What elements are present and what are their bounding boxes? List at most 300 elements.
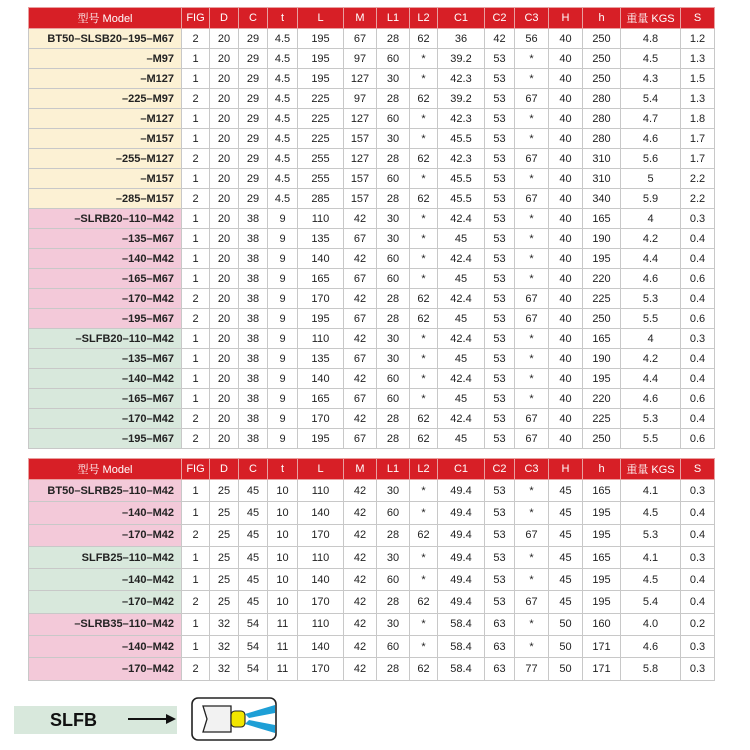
table-row (29, 49, 715, 69)
cell-c: 45 (239, 480, 268, 502)
cell-c2: 53 (485, 480, 515, 502)
cell-h-upper: 40 (549, 29, 583, 49)
cell-h-upper: 40 (549, 89, 583, 109)
table-row (29, 409, 715, 429)
cell-h-lower: 310 (583, 149, 621, 169)
cell-c1: 49.4 (438, 502, 485, 524)
cell-h-lower: 220 (583, 389, 621, 409)
cell-l1: 30 (377, 349, 410, 369)
cell-s: 0.4 (681, 349, 715, 369)
cell-s: 0.4 (681, 249, 715, 269)
cell-h-upper: 40 (549, 129, 583, 149)
cell-t: 4.5 (268, 149, 298, 169)
cell-h-upper: 40 (549, 249, 583, 269)
cell-m: 157 (344, 169, 377, 189)
cell-l: 140 (298, 369, 344, 389)
table-row (29, 569, 715, 591)
header-c3: C3 (515, 459, 549, 480)
cell-h-lower: 165 (583, 329, 621, 349)
cell-c3: * (515, 502, 549, 524)
cell-s: 2.2 (681, 189, 715, 209)
cell-d: 20 (210, 349, 239, 369)
cell-c: 38 (239, 389, 268, 409)
cell-fig: 2 (182, 309, 210, 329)
cell-h-upper: 40 (549, 329, 583, 349)
cell-model: BT50–SLSB20–195–M67 (29, 29, 182, 49)
cell-c1: 42.4 (438, 289, 485, 309)
cell-c2: 53 (485, 569, 515, 591)
header-c3: C3 (515, 8, 549, 29)
cell-l: 140 (298, 249, 344, 269)
cell-h-upper: 50 (549, 636, 583, 658)
cell-fig: 1 (182, 569, 210, 591)
cell-c1: 42.4 (438, 329, 485, 349)
cell-m: 157 (344, 129, 377, 149)
cell-c2: 53 (485, 229, 515, 249)
spec-table-1-body (29, 29, 715, 449)
table-row (29, 169, 715, 189)
header-l1: L1 (377, 8, 410, 29)
cell-l2: * (410, 209, 438, 229)
cell-fig: 2 (182, 429, 210, 449)
cell-h-upper: 40 (549, 149, 583, 169)
cell-model: –255–M127 (29, 149, 182, 169)
table-row (29, 524, 715, 546)
slfb-tool-diagram-icon (191, 697, 277, 741)
cell-weight: 4.7 (621, 109, 681, 129)
cell-c1: 58.4 (438, 658, 485, 680)
cell-c2: 53 (485, 49, 515, 69)
cell-weight: 4.6 (621, 269, 681, 289)
cell-fig: 1 (182, 613, 210, 635)
cell-t: 9 (268, 289, 298, 309)
spec-table-2 (28, 458, 715, 681)
cell-l: 170 (298, 658, 344, 680)
cell-weight: 4 (621, 329, 681, 349)
cell-t: 4.5 (268, 129, 298, 149)
cell-m: 42 (344, 249, 377, 269)
cell-fig: 2 (182, 189, 210, 209)
cell-l1: 30 (377, 229, 410, 249)
header-weight: 重量 KGS (621, 459, 681, 480)
cell-c: 29 (239, 89, 268, 109)
cell-l1: 28 (377, 289, 410, 309)
cell-l2: * (410, 546, 438, 568)
cell-m: 127 (344, 69, 377, 89)
header-c2: C2 (485, 8, 515, 29)
cell-l1: 28 (377, 658, 410, 680)
cell-s: 0.3 (681, 546, 715, 568)
cell-c: 29 (239, 69, 268, 89)
cell-d: 32 (210, 613, 239, 635)
table-row (29, 289, 715, 309)
cell-h-lower: 310 (583, 169, 621, 189)
cell-fig: 1 (182, 369, 210, 389)
cell-l2: * (410, 129, 438, 149)
cell-fig: 1 (182, 129, 210, 149)
table-row (29, 658, 715, 680)
cell-c2: 53 (485, 109, 515, 129)
cell-t: 10 (268, 480, 298, 502)
cell-weight: 4.2 (621, 229, 681, 249)
cell-d: 20 (210, 369, 239, 389)
cell-fig: 2 (182, 29, 210, 49)
cell-t: 11 (268, 658, 298, 680)
cell-l2: * (410, 613, 438, 635)
cell-c3: * (515, 129, 549, 149)
header-model: 型号 Model (29, 459, 182, 480)
cell-fig: 1 (182, 546, 210, 568)
cell-l1: 28 (377, 591, 410, 613)
cell-m: 67 (344, 269, 377, 289)
cell-h-upper: 40 (549, 389, 583, 409)
cell-l1: 60 (377, 169, 410, 189)
cell-c: 38 (239, 289, 268, 309)
cell-model: –135–M67 (29, 349, 182, 369)
cell-weight: 5.8 (621, 658, 681, 680)
cell-h-upper: 45 (549, 502, 583, 524)
cell-h-upper: 40 (549, 209, 583, 229)
cell-l1: 30 (377, 329, 410, 349)
header-l: L (298, 8, 344, 29)
cell-l2: 62 (410, 409, 438, 429)
cell-fig: 1 (182, 209, 210, 229)
cell-l1: 30 (377, 546, 410, 568)
cell-m: 42 (344, 591, 377, 613)
cell-fig: 2 (182, 591, 210, 613)
cell-m: 42 (344, 209, 377, 229)
cell-l: 225 (298, 129, 344, 149)
header-c: C (239, 459, 268, 480)
cell-c: 38 (239, 209, 268, 229)
cell-t: 9 (268, 409, 298, 429)
cell-s: 0.6 (681, 309, 715, 329)
cell-model: –170–M42 (29, 289, 182, 309)
cell-c3: * (515, 389, 549, 409)
table-row (29, 480, 715, 502)
cell-c3: 67 (515, 149, 549, 169)
cell-h-upper: 40 (549, 289, 583, 309)
cell-l1: 28 (377, 524, 410, 546)
cell-c: 38 (239, 369, 268, 389)
table-row (29, 613, 715, 635)
cell-h-lower: 220 (583, 269, 621, 289)
cell-c3: 67 (515, 429, 549, 449)
cell-l2: * (410, 269, 438, 289)
cell-h-upper: 40 (549, 109, 583, 129)
cell-c2: 53 (485, 169, 515, 189)
cell-c3: * (515, 569, 549, 591)
cell-s: 1.8 (681, 109, 715, 129)
table-row (29, 29, 715, 49)
cell-model: –M127 (29, 109, 182, 129)
cell-c: 29 (239, 189, 268, 209)
cell-l: 285 (298, 189, 344, 209)
cell-t: 4.5 (268, 189, 298, 209)
cell-model: BT50–SLRB25–110–M42 (29, 480, 182, 502)
cell-c2: 53 (485, 349, 515, 369)
cell-t: 9 (268, 429, 298, 449)
cell-d: 20 (210, 189, 239, 209)
cell-c: 45 (239, 569, 268, 591)
header-row (29, 8, 715, 29)
cell-s: 1.7 (681, 129, 715, 149)
cell-weight: 4.1 (621, 480, 681, 502)
cell-fig: 2 (182, 89, 210, 109)
cell-fig: 1 (182, 49, 210, 69)
cell-weight: 4.4 (621, 249, 681, 269)
cell-model: –M97 (29, 49, 182, 69)
cell-l1: 60 (377, 109, 410, 129)
cell-model: –170–M42 (29, 658, 182, 680)
cell-s: 1.5 (681, 69, 715, 89)
cell-l1: 28 (377, 309, 410, 329)
cell-c1: 42.4 (438, 209, 485, 229)
cell-model: –140–M42 (29, 369, 182, 389)
cell-h-lower: 280 (583, 109, 621, 129)
header-h-lower: h (583, 8, 621, 29)
cell-c1: 42.4 (438, 409, 485, 429)
cell-c: 38 (239, 309, 268, 329)
cell-s: 0.6 (681, 429, 715, 449)
cell-weight: 5.3 (621, 524, 681, 546)
cell-c2: 53 (485, 209, 515, 229)
cell-m: 67 (344, 229, 377, 249)
cell-h-upper: 45 (549, 569, 583, 591)
cell-h-lower: 250 (583, 69, 621, 89)
table-row (29, 591, 715, 613)
cell-s: 0.6 (681, 389, 715, 409)
cell-m: 67 (344, 29, 377, 49)
cell-weight: 4.4 (621, 369, 681, 389)
cell-h-lower: 195 (583, 502, 621, 524)
cell-l: 110 (298, 546, 344, 568)
cell-model: –195–M67 (29, 429, 182, 449)
cell-c3: * (515, 169, 549, 189)
cell-l2: 62 (410, 524, 438, 546)
cell-l: 255 (298, 149, 344, 169)
cell-l: 195 (298, 29, 344, 49)
cell-model: –140–M42 (29, 249, 182, 269)
cell-t: 4.5 (268, 69, 298, 89)
cell-m: 97 (344, 49, 377, 69)
cell-h-lower: 195 (583, 249, 621, 269)
cell-h-lower: 250 (583, 429, 621, 449)
header-fig: FIG (182, 459, 210, 480)
header-h-lower: h (583, 459, 621, 480)
cell-c2: 53 (485, 546, 515, 568)
cell-weight: 4.0 (621, 613, 681, 635)
cell-h-lower: 225 (583, 289, 621, 309)
cell-c2: 53 (485, 409, 515, 429)
cell-l: 165 (298, 389, 344, 409)
cell-c1: 42.3 (438, 149, 485, 169)
cell-c3: * (515, 349, 549, 369)
cell-model: –285–M157 (29, 189, 182, 209)
cell-c3: 67 (515, 409, 549, 429)
table-row (29, 269, 715, 289)
cell-s: 0.4 (681, 229, 715, 249)
cell-c2: 53 (485, 369, 515, 389)
cell-c: 38 (239, 429, 268, 449)
cell-c2: 53 (485, 189, 515, 209)
cell-model: –170–M42 (29, 409, 182, 429)
cell-c1: 42.3 (438, 69, 485, 89)
header-d: D (210, 459, 239, 480)
header-s: S (681, 8, 715, 29)
cell-c1: 45 (438, 269, 485, 289)
cell-t: 11 (268, 613, 298, 635)
cell-l: 140 (298, 569, 344, 591)
cell-l1: 28 (377, 29, 410, 49)
cell-h-lower: 250 (583, 29, 621, 49)
cell-l2: * (410, 389, 438, 409)
cell-weight: 4.1 (621, 546, 681, 568)
header-c2: C2 (485, 459, 515, 480)
cell-h-upper: 40 (549, 229, 583, 249)
cell-c1: 58.4 (438, 636, 485, 658)
cell-model: –195–M67 (29, 309, 182, 329)
cell-l2: * (410, 69, 438, 89)
cell-fig: 1 (182, 480, 210, 502)
cell-c: 38 (239, 229, 268, 249)
cell-c1: 45 (438, 229, 485, 249)
cell-h-upper: 40 (549, 189, 583, 209)
cell-m: 42 (344, 613, 377, 635)
cell-l1: 28 (377, 409, 410, 429)
header-m: M (344, 459, 377, 480)
header-fig: FIG (182, 8, 210, 29)
cell-l1: 30 (377, 209, 410, 229)
cell-l: 110 (298, 209, 344, 229)
cell-l2: 62 (410, 429, 438, 449)
cell-l1: 28 (377, 189, 410, 209)
cell-weight: 5.9 (621, 189, 681, 209)
header-weight: 重量 KGS (621, 8, 681, 29)
cell-d: 20 (210, 289, 239, 309)
table-row (29, 209, 715, 229)
cell-h-upper: 45 (549, 591, 583, 613)
cell-l1: 30 (377, 69, 410, 89)
cell-t: 9 (268, 309, 298, 329)
cell-c3: * (515, 546, 549, 568)
cell-c3: * (515, 109, 549, 129)
cell-c2: 53 (485, 524, 515, 546)
cell-weight: 5 (621, 169, 681, 189)
table-row (29, 369, 715, 389)
header-c1: C1 (438, 8, 485, 29)
cell-model: –140–M42 (29, 502, 182, 524)
cell-l2: 62 (410, 149, 438, 169)
cell-model: SLFB25–110–M42 (29, 546, 182, 568)
cell-c1: 49.4 (438, 569, 485, 591)
cell-d: 20 (210, 109, 239, 129)
cell-weight: 4.6 (621, 389, 681, 409)
cell-c: 45 (239, 546, 268, 568)
cell-s: 0.4 (681, 569, 715, 591)
cell-l: 110 (298, 480, 344, 502)
cell-c: 29 (239, 49, 268, 69)
cell-h-upper: 40 (549, 409, 583, 429)
cell-c2: 42 (485, 29, 515, 49)
header-h-upper: H (549, 8, 583, 29)
cell-t: 9 (268, 349, 298, 369)
cell-s: 0.4 (681, 289, 715, 309)
cell-weight: 4.6 (621, 636, 681, 658)
cell-c3: * (515, 229, 549, 249)
cell-c3: 77 (515, 658, 549, 680)
cell-h-upper: 40 (549, 349, 583, 369)
cell-t: 10 (268, 524, 298, 546)
cell-c3: 67 (515, 189, 549, 209)
cell-c2: 53 (485, 591, 515, 613)
cell-c3: * (515, 613, 549, 635)
cell-h-lower: 195 (583, 569, 621, 591)
cell-t: 4.5 (268, 29, 298, 49)
cell-c3: 67 (515, 591, 549, 613)
cell-m: 42 (344, 329, 377, 349)
cell-h-lower: 250 (583, 49, 621, 69)
cell-l1: 60 (377, 369, 410, 389)
cell-t: 4.5 (268, 169, 298, 189)
cell-fig: 1 (182, 69, 210, 89)
table-row (29, 149, 715, 169)
cell-l2: * (410, 49, 438, 69)
spec-table-1 (28, 7, 715, 449)
cell-h-upper: 45 (549, 480, 583, 502)
cell-c1: 58.4 (438, 613, 485, 635)
header-c: C (239, 8, 268, 29)
table-row (29, 69, 715, 89)
cell-l: 110 (298, 329, 344, 349)
cell-c1: 45 (438, 389, 485, 409)
table-row (29, 109, 715, 129)
cell-l2: * (410, 569, 438, 591)
cell-fig: 2 (182, 524, 210, 546)
cell-fig: 1 (182, 329, 210, 349)
cell-t: 9 (268, 269, 298, 289)
cell-h-lower: 160 (583, 613, 621, 635)
cell-t: 9 (268, 229, 298, 249)
cell-c: 54 (239, 658, 268, 680)
cell-weight: 5.4 (621, 591, 681, 613)
cell-d: 25 (210, 546, 239, 568)
cell-c3: 56 (515, 29, 549, 49)
cell-t: 4.5 (268, 89, 298, 109)
cell-l2: 62 (410, 658, 438, 680)
cell-c2: 53 (485, 69, 515, 89)
cell-h-lower: 250 (583, 309, 621, 329)
cell-t: 4.5 (268, 49, 298, 69)
cell-weight: 5.5 (621, 429, 681, 449)
cell-c: 38 (239, 409, 268, 429)
cell-h-upper: 40 (549, 49, 583, 69)
cell-l: 165 (298, 269, 344, 289)
cell-l1: 60 (377, 569, 410, 591)
cell-c: 54 (239, 613, 268, 635)
cell-h-upper: 40 (549, 429, 583, 449)
table-row (29, 89, 715, 109)
cell-c2: 53 (485, 309, 515, 329)
cell-h-lower: 195 (583, 524, 621, 546)
cell-d: 32 (210, 636, 239, 658)
cell-l: 135 (298, 349, 344, 369)
cell-l2: * (410, 636, 438, 658)
cell-d: 20 (210, 309, 239, 329)
cell-h-upper: 40 (549, 369, 583, 389)
cell-l2: 62 (410, 189, 438, 209)
cell-fig: 1 (182, 389, 210, 409)
